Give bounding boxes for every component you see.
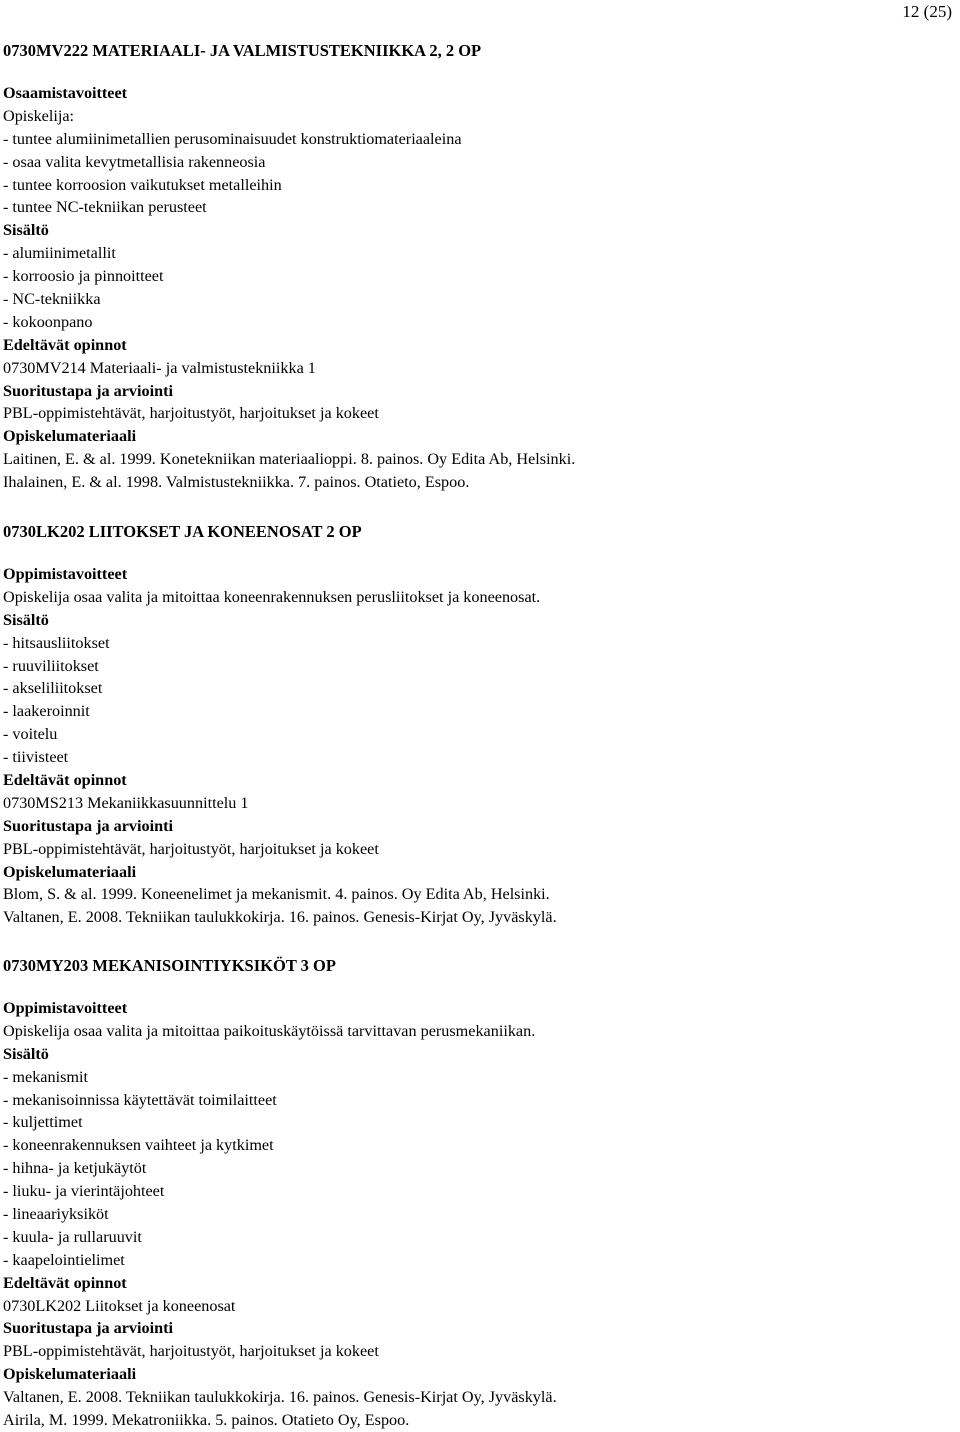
list-item: - osaa valita kevytmetallisia rakenneosia <box>3 152 266 171</box>
list-item: - tiivisteet <box>3 748 69 767</box>
prereq-heading: Edeltävät opinnot <box>3 771 127 790</box>
material-heading: Opiskelumateriaali <box>3 862 137 881</box>
course-title: 0730LK202 LIITOKSET JA KONEENOSAT 2 OP <box>3 522 362 541</box>
list-item: - tuntee NC-tekniikan perusteet <box>3 198 207 217</box>
list-item: - ruuviliitokset <box>3 656 99 675</box>
course-title: 0730MV222 MATERIAALI- JA VALMISTUSTEKNIIKKA 2, 2 OP <box>3 41 482 60</box>
material-item: Valtanen, E. 2008. Tekniikan taulukkokirja. 16. painos. Genesis-Kirjat Oy, Jyväskylä. <box>3 908 557 927</box>
prereq-text: 0730LK202 Liitokset ja koneenosat <box>3 1296 236 1315</box>
material-item: Ihalainen, E. & al. 1998. Valmistustekniikka. 7. painos. Otatieto, Espoo. <box>3 473 470 492</box>
list-item: - kaapelointielimet <box>3 1250 125 1269</box>
material-item: Airila, M. 1999. Mekatroniikka. 5. painos. Otatieto Oy, Espoo. <box>3 1411 410 1430</box>
course-section <box>3 39 953 494</box>
goals-heading: Oppimistavoitteet <box>3 565 128 583</box>
list-item: - voitelu <box>3 725 58 744</box>
material-item: Blom, S. & al. 1999. Koneenelimet ja mekanismit. 4. painos. Oy Edita Ab, Helsinki. <box>3 885 550 904</box>
page-number: 12 (25) <box>902 2 952 21</box>
method-text: PBL-oppimistehtävät, harjoitustyöt, harjoitukset ja kokeet <box>3 1342 379 1361</box>
list-item: - kuljettimet <box>3 1113 83 1132</box>
list-item: - kokoonpano <box>3 312 93 331</box>
list-item: - mekanismit <box>3 1067 88 1086</box>
list-item: - laakeroinnit <box>3 702 90 721</box>
list-item: - hitsausliitokset <box>3 633 110 652</box>
content-heading: Sisältö <box>3 610 49 629</box>
method-text: PBL-oppimistehtävät, harjoitustyöt, harjoitukset ja kokeet <box>3 404 379 423</box>
list-item: - akseliliitokset <box>3 679 103 698</box>
method-heading: Suoritustapa ja arviointi <box>3 1319 173 1338</box>
list-item: - hihna- ja ketjukäytöt <box>3 1159 147 1178</box>
list-item: - NC-tekniikka <box>3 290 101 309</box>
course-section <box>3 954 953 1432</box>
list-item: - tuntee alumiinimetallien perusominaisuudet konstruktiomateriaaleina <box>3 129 462 148</box>
content-heading: Sisältö <box>3 1044 49 1063</box>
material-heading: Opiskelumateriaali <box>3 427 137 446</box>
prereq-text: 0730MV214 Materiaali- ja valmistustekniikka 1 <box>3 358 316 377</box>
list-item: - liuku- ja vierintäjohteet <box>3 1182 165 1201</box>
method-heading: Suoritustapa ja arviointi <box>3 816 173 835</box>
method-text: PBL-oppimistehtävät, harjoitustyöt, harjoitukset ja kokeet <box>3 839 379 858</box>
list-item: - tuntee korroosion vaikutukset metalleihin <box>3 175 282 194</box>
goals-text: Opiskelija osaa valita ja mitoittaa paikoituskäytöissä tarvittavan perusmekaniikan. <box>3 1021 536 1040</box>
prereq-heading: Edeltävät opinnot <box>3 1273 127 1292</box>
list-item: - alumiinimetallit <box>3 244 116 263</box>
spacer <box>3 978 953 997</box>
list-item: - koneenrakennuksen vaihteet ja kytkimet <box>3 1136 274 1155</box>
list-item: - mekanisoinnissa käytettävät toimilaitteet <box>3 1090 277 1109</box>
goals-heading: Oppimistavoitteet <box>3 999 128 1017</box>
material-item: Laitinen, E. & al. 1999. Konetekniikan materiaalioppi. 8. painos. Oy Edita Ab, Helsinki. <box>3 450 576 469</box>
goals-intro: Opiskelija: <box>3 106 75 125</box>
material-heading: Opiskelumateriaali <box>3 1365 137 1384</box>
spacer <box>3 544 953 563</box>
course-title: 0730MY203 MEKANISOINTIYKSIKÖT 3 OP <box>3 956 336 975</box>
list-item: - korroosio ja pinnoitteet <box>3 267 164 286</box>
list-item: - kuula- ja rullaruuvit <box>3 1227 142 1246</box>
list-item: - lineaariyksiköt <box>3 1205 109 1224</box>
content-heading: Sisältö <box>3 221 49 240</box>
prereq-text: 0730MS213 Mekaniikkasuunnittelu 1 <box>3 793 249 812</box>
goals-text: Opiskelija osaa valita ja mitoittaa koneenrakennuksen perusliitokset ja koneenosat. <box>3 587 541 606</box>
course-section <box>3 520 953 929</box>
material-item: Valtanen, E. 2008. Tekniikan taulukkokirja. 16. painos. Genesis-Kirjat Oy, Jyväskylä. <box>3 1388 557 1407</box>
method-heading: Suoritustapa ja arviointi <box>3 381 173 400</box>
spacer <box>3 63 953 82</box>
goals-heading: Osaamistavoitteet <box>3 84 128 102</box>
prereq-heading: Edeltävät opinnot <box>3 335 127 354</box>
